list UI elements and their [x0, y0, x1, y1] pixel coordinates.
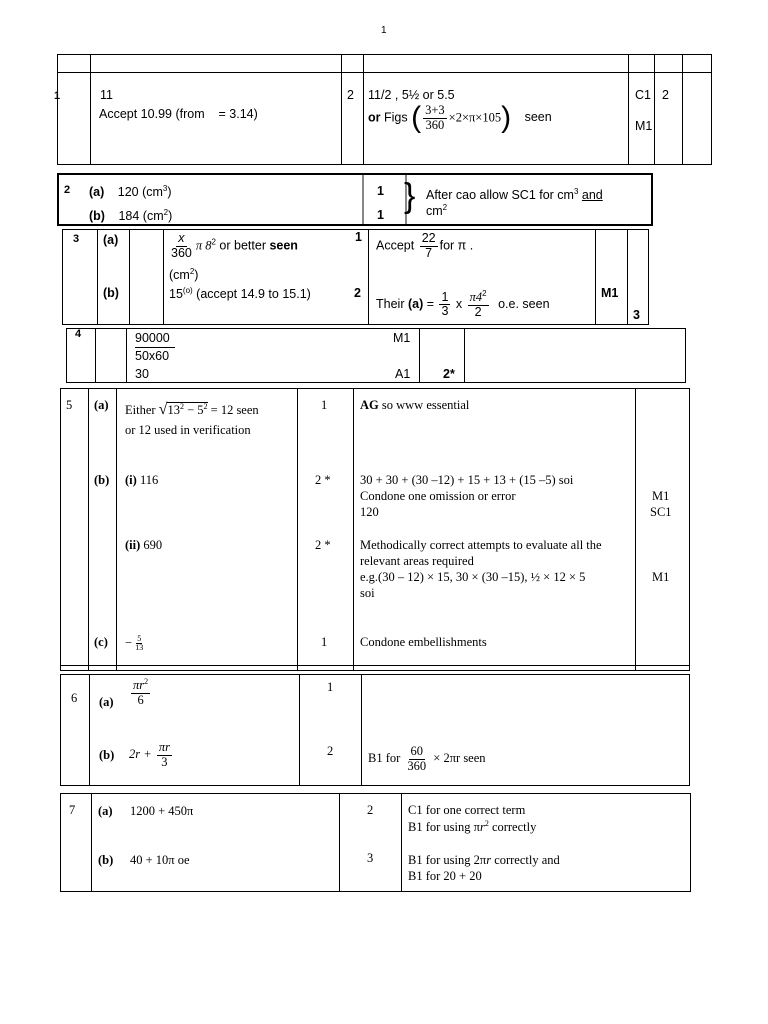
q1-number: 1 [54, 90, 61, 102]
q3a-fraction: $\frac{x}{360}$ [171, 231, 192, 260]
q3b-label: (b) [103, 286, 119, 300]
q6a-answer: $\frac{\pi r^2}{6}$ [133, 677, 149, 707]
q3b-answer: 15$^{(o)}$ (accept 14.9 to 15.1) [169, 286, 311, 302]
q5a-mark: 1 [321, 398, 328, 412]
q6b-guidance: B1 for $\frac{60}{360}$ × 2πr seen [368, 744, 486, 773]
q3a-guidance: Accept $\frac{22}{7}$ for π . [376, 231, 474, 260]
q5bi-guidance-1: 30 + 30 + (30 –12) + 15 + 13 + (15 –5) soi [360, 473, 574, 487]
q1-answer-line1: 11 [100, 88, 113, 102]
q6-table [60, 674, 690, 786]
q6a-mark: 1 [327, 680, 334, 694]
q2-number: 2 [64, 184, 71, 196]
q2-table [57, 173, 653, 226]
q5bii-mark-type: M1 [652, 570, 670, 584]
q3-total: 3 [633, 308, 640, 322]
q5a-answer-line2: or 12 used in verification [125, 423, 251, 437]
q1-fraction: $\frac{3+3}{360}$ [425, 102, 445, 132]
q7-number: 7 [69, 803, 76, 817]
q7b-mark: 3 [367, 851, 374, 865]
q5c-guidance: Condone embellishments [360, 635, 487, 649]
q7a-mark: 2 [367, 803, 374, 817]
page-number: 1 [381, 25, 387, 36]
q5bi-answer: (i) 116 [125, 473, 159, 487]
q5bi-mark: 2 * [315, 473, 331, 487]
q1-guidance-line2 [368, 103, 552, 133]
q5bii-guidance-2: relevant areas required [360, 554, 474, 568]
q5bi-guidance-3: 120 [360, 505, 379, 519]
q3-table [62, 229, 649, 325]
q1-mark: 2 [347, 88, 354, 102]
q3a-label: (a) [103, 233, 119, 247]
q4-line2: 50x60 [135, 349, 170, 363]
q1-answer-line2: Accept 10.99 (from = 3.14) [99, 107, 258, 121]
q2b-row: (b) 184 $(cm^2)$ [89, 208, 173, 224]
q3b-guidance: Their (a) = $\frac{1}{3}$ x $\frac{\pi 4^2}{2}$ o.e. seen [376, 289, 550, 319]
q4-line3: 30 [135, 367, 149, 381]
q2a-row: (a) 120 $(cm^3)$ [89, 184, 172, 200]
q1-or: or [368, 110, 381, 125]
q2-guidance-line2: $cm^2$ [426, 203, 448, 219]
q2a-mark: 1 [377, 184, 384, 198]
q5bii-guidance-1: Methodically correct attempts to evaluate all the [360, 538, 602, 552]
q7b-answer: 40 + 10π oe [130, 853, 190, 867]
q1-guidance-line1: 11/2 , 5½ or 5.5 [368, 88, 455, 102]
q5bii-guidance-4: soi [360, 586, 375, 600]
q7a-guidance-2: B1 for using $\pi r^2$ correctly [408, 819, 537, 835]
q6-number: 6 [71, 691, 78, 705]
q1-seen: seen [524, 110, 552, 125]
q2-guidance-line1: After cao allow SC1 for $cm^3$ and [426, 187, 603, 203]
q2-brace-icon: } [404, 177, 416, 215]
q3-number: 3 [73, 233, 80, 245]
q3b-mark-type: M1 [601, 286, 619, 300]
q7b-label: (b) [98, 853, 114, 867]
q4-total: 2* [443, 367, 455, 381]
q5bii-mark: 2 * [315, 538, 331, 552]
q7b-guidance-1: B1 for using 2πr correctly and [408, 853, 560, 867]
q1-table [54, 54, 712, 165]
q4-number: 4 [75, 328, 82, 340]
q6b-label: (b) [99, 748, 115, 762]
q3a-answer: $\frac{x}{360}$ π $8^2$ or better seen [171, 231, 298, 260]
q5a-label: (a) [94, 398, 109, 412]
q2b-mark: 1 [377, 208, 384, 222]
q4-mark-type-2: A1 [395, 367, 411, 381]
q3a-mark: 1 [355, 230, 362, 244]
q1-paren-left: ( [411, 101, 422, 134]
q5-table [60, 388, 690, 671]
q7-table [60, 793, 691, 892]
q5c-answer: − $\frac{5}{13}$ [125, 634, 144, 652]
q5bi-mark-type-2: SC1 [650, 505, 672, 519]
q6b-answer: 2r + $\frac{\pi r}{3}$ [129, 740, 170, 769]
q5a-answer-line1: Either $√13^2 - 5^2 = 12$ seen [125, 401, 259, 418]
q1-expression: ×2×π×105 [448, 110, 502, 125]
q5c-mark: 1 [321, 635, 328, 649]
q1-figs: Figs [380, 110, 408, 125]
q5bii-answer: (ii) 690 [125, 538, 163, 552]
q6b-mark: 2 [327, 744, 334, 758]
q5c-label: (c) [94, 635, 108, 649]
q5bii-guidance-3: e.g.(30 – 12) × 15, 30 × (30 –15), ½ × 12 × 5 [360, 570, 586, 584]
q5bi-guidance-2: Condone one omission or error [360, 489, 516, 503]
q3a-unit: $(cm^2)$ [169, 267, 199, 283]
q1-paren-right: ) [501, 101, 512, 134]
q1-mark-type-1: C1 [635, 88, 651, 102]
q5bi-mark-type-1: M1 [652, 489, 670, 503]
q3b-mark: 2 [354, 286, 361, 300]
q4-line1: 90000 [135, 331, 175, 348]
q5-number: 5 [66, 398, 73, 412]
q6a-label: (a) [99, 695, 114, 709]
q4-mark-type-1: M1 [393, 331, 411, 345]
q1-mark-type-2: M1 [635, 119, 653, 133]
q7a-guidance-1: C1 for one correct term [408, 803, 526, 817]
q4-table [66, 328, 686, 383]
q1-total: 2 [662, 88, 669, 102]
q7a-answer: 1200 + 450π [130, 804, 194, 818]
q7b-guidance-2: B1 for 20 + 20 [408, 869, 482, 883]
q5a-guidance: AG so www essential [360, 398, 470, 412]
q5b-label: (b) [94, 473, 110, 487]
q7a-label: (a) [98, 804, 113, 818]
